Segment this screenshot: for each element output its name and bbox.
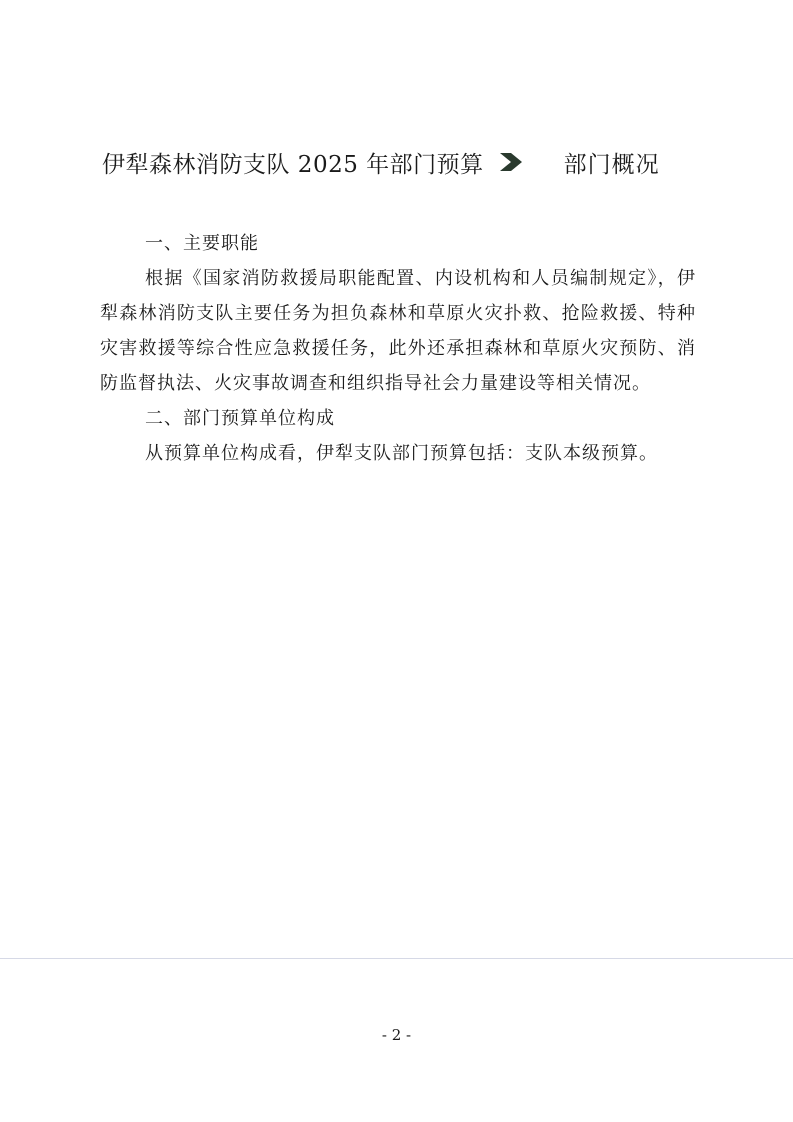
document-body <box>100 226 696 471</box>
footer-divider <box>0 958 793 959</box>
heading-main-functions: 一、主要职能 <box>145 233 259 254</box>
paragraph-main-functions: 根据《国家消防救援局职能配置、内设机构和人员编制规定》，伊犁森林消防支队主要任务为担负森林和草原火灾扑救、抢险救援、特种灾害救援等综合性应急救援任务，此外还承担森林和草原火灾预防、消防监督执法、火灾事故调查和组织指导社会力量建设等相关情况。 <box>100 268 696 394</box>
page-number: - 2 - <box>381 1026 412 1044</box>
section-title: 部门概况 <box>563 151 660 178</box>
document-title: 伊犁森林消防支队 2025 年部门预算 <box>102 151 484 178</box>
title-row <box>102 142 702 182</box>
heading-budget-units: 二、部门预算单位构成 <box>145 408 335 429</box>
chevron-right-icon <box>498 151 524 173</box>
paragraph-budget-units: 从预算单位构成看，伊犁支队部门预算包括：支队本级预算。 <box>145 443 658 464</box>
